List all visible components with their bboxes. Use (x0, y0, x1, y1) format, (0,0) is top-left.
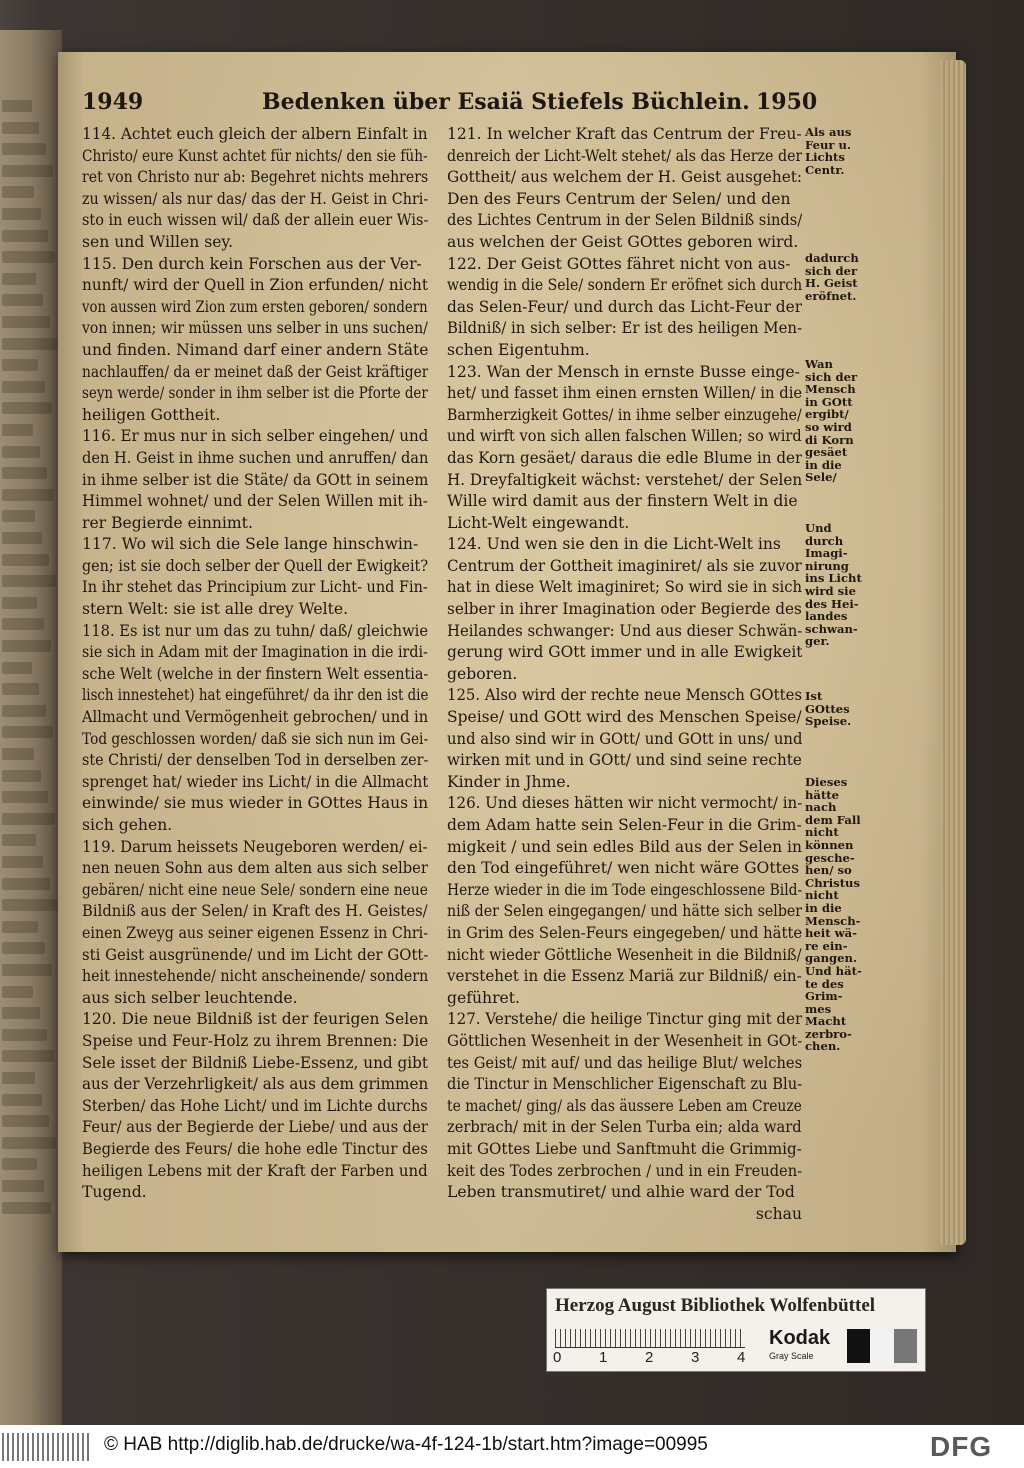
marginal-note-line: des Hei- (805, 596, 859, 611)
text-line: 118. Es ist nur um das zu tuhn/ daß/ gleichwie (82, 621, 428, 640)
marginal-note-line: chen. (805, 1039, 841, 1054)
marginal-note-line: dadurch (805, 251, 859, 265)
bleed-through-line (2, 338, 57, 350)
text-line: Allmacht und Vermögenheit gebrochen/ und in (82, 708, 428, 727)
text-line: Heilandes schwanger: Und aus dieser Schwän- (447, 621, 802, 640)
text-line: Himmel wohnet/ und der Selen Willen mit ih- (82, 492, 428, 511)
bleed-through-line (2, 1137, 56, 1149)
bleed-through-line (2, 359, 38, 371)
text-line: selber in ihrer Imagination oder Begierde des (447, 600, 802, 619)
text-line: des Lichtes Centrum in der Selen Bildniß sinds/ (447, 211, 802, 230)
bleed-through-line (2, 921, 38, 933)
bleed-through-line (2, 942, 45, 954)
bleed-through-line (2, 791, 48, 803)
scale-number: 4 (737, 1349, 746, 1366)
text-line: sti Geist ausgrünende/ und im Licht der GOtt- (82, 945, 428, 964)
text-line: Tugend. (82, 1183, 147, 1202)
bleed-through-line (2, 1007, 40, 1019)
marginal-note-line: dem Fall (805, 812, 861, 827)
text-line: aus der Verzehrligkeit/ als aus dem grimmen (82, 1075, 428, 1094)
marginal-note-line: nicht (805, 825, 839, 840)
text-line: geführet. (447, 988, 520, 1007)
bleed-through-line (2, 618, 44, 630)
text-line: und finden. Nimand darf einer andern Stäte (82, 340, 428, 359)
text-line: gen; ist sie doch selber der Quell der Ewigkeit? (82, 556, 428, 575)
marginal-note-line: mes (805, 1001, 832, 1016)
text-line: nunft/ wird der Quell in Zion erfunden/ nicht (82, 276, 428, 295)
bleed-through-line (2, 100, 32, 112)
bleed-through-line (2, 446, 40, 458)
marginal-note-line: hen/ so (805, 863, 852, 878)
page-number-right: 1950 (756, 89, 818, 115)
text-line: H. Dreyfaltigkeit wächst: verstehet/ der Selen (447, 470, 802, 489)
marginal-note-line: können (805, 837, 854, 852)
marginal-note (805, 776, 861, 1053)
marginal-note-line: sich der (805, 263, 858, 278)
library-name: Herzog August Bibliothek Wolfenbüttel (555, 1295, 876, 1316)
bleed-through-line (2, 230, 48, 242)
page-running-title: Bedenken über Esaiä Stiefels Büchlein. (262, 89, 750, 115)
bleed-through-line (2, 1094, 42, 1106)
marginal-note-line: zerbro- (805, 1026, 852, 1041)
text-line: den Tod eingeführet/ wen nicht wäre GOttes (447, 859, 800, 878)
text-line: geboren. (447, 664, 518, 683)
bleed-through-line (2, 1158, 37, 1170)
bleed-through-line (2, 186, 34, 198)
text-line: verstehet in die Essenz Mariä zur Bildniß/ ein- (447, 967, 802, 986)
bleed-through-line (2, 1029, 47, 1041)
text-line: tes Geist/ mit auf/ und das heilige Blut/ welches (447, 1053, 802, 1072)
text-line: Sele isset der Bildniß Liebe-Essenz, und gibt (82, 1053, 428, 1072)
text-line: 121. In welcher Kraft das Centrum der Freu- (447, 125, 802, 143)
marginal-note-line: Macht (805, 1014, 847, 1029)
bleed-through-line (2, 489, 54, 501)
scale-number: 1 (599, 1349, 608, 1366)
text-line: 114. Achtet euch gleich der albern Einfalt in (82, 125, 428, 143)
text-line: nicht wieder Göttliche Wesenheit in die Bildniß/ (447, 945, 802, 964)
kodak-logo: Kodak (769, 1327, 831, 1349)
text-line: Leben transmutiret/ und alhie ward der Tod (447, 1183, 795, 1202)
bleed-through-line (2, 294, 43, 306)
text-line: sen und Willen sey. (82, 232, 234, 251)
marginal-note-line: landes (805, 609, 848, 624)
marginal-note (805, 358, 861, 484)
marginal-note (805, 126, 861, 176)
marginal-note-line: te des (805, 976, 844, 991)
bleed-through-line (2, 1180, 44, 1192)
text-line: niß der Selen eingegangen/ und hätte sich selber (447, 902, 802, 921)
bleed-through-line (2, 143, 46, 155)
bleed-through-line (2, 878, 50, 890)
text-line: 120. Die neue Bildniß ist der feurigen Selen (82, 1010, 428, 1029)
text-line: 126. Und dieses hätten wir nicht vermocht/ in- (447, 794, 802, 813)
bleed-through-line (2, 705, 46, 717)
marginal-note-line: Imagi- (805, 546, 848, 561)
marginal-note-line: ins Licht (805, 571, 862, 586)
marginal-note-line: durch (805, 533, 844, 548)
bleed-through-line (2, 726, 53, 738)
text-line: 116. Er mus nur in sich selber eingehen/ und (82, 427, 428, 446)
bleed-through-line (2, 122, 39, 134)
marginal-note-line: ergibt/ (805, 407, 849, 422)
text-line: 122. Der Geist GOttes fähret nicht von aus- (447, 254, 791, 273)
text-line: zu wissen/ als nur das/ das der H. Geist in Chri- (82, 189, 428, 208)
ruler-scale (555, 1329, 745, 1348)
viewer-footer (0, 1425, 1024, 1468)
text-line: Centrum der Gottheit imaginiret/ als sie zuvor (447, 556, 802, 575)
bleed-through-line (2, 683, 39, 695)
text-line: einen Zweyg aus seiner eigenen Essenz in Chri- (82, 923, 428, 942)
text-line: migkeit / und sein edles Bild aus der Selen in (447, 837, 802, 856)
marginal-note-line: wird sie (805, 583, 856, 598)
text-line: Gottheit/ aus welchem der H. Geist ausgehet: (447, 168, 802, 187)
bleed-through-line (2, 424, 33, 436)
marginal-note-line: Wan (805, 357, 833, 371)
text-line: 127. Verstehe/ die heilige Tinctur ging mit der (447, 1010, 802, 1029)
marginal-note-line: Centr. (805, 162, 845, 177)
bleed-through-line (2, 597, 37, 609)
text-line: 117. Wo wil sich die Sele lange hinschwin- (82, 535, 419, 554)
marginal-note-line: Lichts (805, 150, 845, 165)
text-line: 125. Also wird der rechte neue Mensch GOttes (447, 686, 802, 705)
text-line: Den des Feurs Centrum der Selen/ und den (447, 189, 791, 208)
text-line: Göttlichen Wesenheit in der Wesenheit in GOt- (447, 1031, 802, 1050)
bleed-through-line (2, 640, 51, 652)
marginal-note-line: Ist (805, 689, 823, 703)
marginal-note-line: in die (805, 900, 842, 915)
marginal-note-line: Mensch (805, 382, 856, 397)
text-line: 123. Wan der Mensch in ernste Busse einge- (447, 362, 800, 381)
marginal-note-line: Als aus (805, 125, 852, 139)
gray-scale-patches (847, 1329, 917, 1363)
text-line: wendig in die Sele/ sondern Er eröfnet sich durch (447, 276, 802, 295)
bleed-through-line (2, 1072, 35, 1084)
bleed-through-line (2, 1050, 54, 1062)
text-line: Kinder in Jhme. (447, 772, 571, 791)
text-line: lisch innestehet) hat eingeführet/ da ihr den ist die (82, 686, 428, 705)
text-line: und wirft von sich allen falschen Willen; so wird (447, 427, 802, 446)
text-line: Herze wieder in die im Tode eingeschlossene Bild- (447, 880, 802, 899)
marginal-note-line: eröfnet. (805, 288, 857, 303)
text-line: het/ und fasset ihm einen ernsten Willen/ in die (447, 384, 802, 403)
text-line: den H. Geist in ihme suchen und anruffen/ dan (82, 448, 428, 467)
bleed-through-line (2, 510, 35, 522)
marginal-note-line: ger. (805, 634, 830, 649)
text-line: heit innestehende/ nicht anscheinende/ sondern (82, 967, 428, 986)
marginal-note (805, 690, 861, 728)
bleed-through-line (2, 575, 56, 587)
scale-number: 0 (553, 1349, 562, 1366)
bleed-through-line (2, 986, 33, 998)
text-line: keit des Todes zerbrochen / und in ein Freuden- (447, 1161, 802, 1180)
previous-page-edge (0, 30, 62, 1425)
marginal-note-line: nicht (805, 888, 839, 903)
library-color-card (546, 1288, 926, 1372)
text-line: dem Adam hatte sein Selen-Feur in die Grim- (447, 816, 802, 834)
marginal-note-line: Christus (805, 875, 861, 890)
text-line: von innen; wir müssen uns selber in uns suchen/ (82, 319, 428, 338)
marginal-note-line: Sele/ (805, 470, 837, 485)
text-line: schen Eigentuhm. (447, 340, 590, 359)
text-line: In ihr stehet das Principium zur Licht- und Fin- (82, 578, 428, 597)
text-line: seyn werde/ sonder in ihm selber ist die Pforte der (82, 384, 428, 403)
bleed-through-line (2, 856, 43, 868)
bleed-through-line (2, 251, 55, 263)
marginal-note-line: in GOtt (805, 394, 853, 409)
marginal-note-line: sich der (805, 369, 858, 384)
text-line: heiligen Lebens mit der Kraft der Farben und (82, 1161, 428, 1180)
text-line: 124. Und wen sie den in die Licht-Welt ins (447, 535, 781, 554)
marginal-note-line: di Korn (805, 432, 854, 447)
marginal-note (805, 522, 861, 648)
text-line: in Grim des Selen-Feurs eingegeben/ und hätte (447, 923, 802, 942)
bleed-through-line (2, 273, 36, 285)
gray-scale-label: Gray Scale (769, 1351, 814, 1361)
text-line: gerung wird GOtt immer und in alle Ewigkeit (447, 643, 802, 662)
bleed-through-line (2, 316, 50, 328)
marginal-note-line: Dieses (805, 775, 848, 789)
bleed-through-line (2, 770, 41, 782)
marginal-note-line: Und hät- (805, 963, 862, 978)
marginal-note-line: so wird (805, 419, 852, 434)
text-line: Feur/ aus der Begierde der Liebe/ und aus der (82, 1118, 428, 1137)
scale-number: 3 (691, 1349, 700, 1366)
text-line: Sterben/ das Hohe Licht/ und im Lichte durchs (82, 1096, 428, 1115)
scale-number: 2 (645, 1349, 654, 1366)
text-line: mit GOttes Liebe und Sanftmuht die Grimmig- (447, 1139, 802, 1158)
text-line: das Korn gesäet/ daraus die edle Blume in der (447, 448, 802, 467)
marginal-note-line: GOttes (805, 701, 850, 716)
text-line: sich gehen. (82, 816, 173, 834)
text-line: ret von Christo nur ab: Begehret nichts mehrers (82, 168, 428, 187)
text-line: zerbrach/ mit in der Selen Turba ein; alda ward (447, 1118, 802, 1137)
marginal-note-line: Und (805, 521, 832, 535)
marginal-note-line: Speise. (805, 714, 852, 729)
text-line: te machet/ ging/ als das äussere Leben am Creuze (447, 1096, 802, 1115)
text-line: Speise und Feur-Holz zu ihrem Brennen: Die (82, 1031, 428, 1050)
text-line: von aussen wird Zion zum ersten geboren/ sondern (82, 297, 428, 316)
marginal-note-line: Feur u. (805, 137, 852, 152)
text-line: Bildniß aus der Selen/ in Kraft des H. Geistes/ (82, 902, 428, 921)
barcode-icon (2, 1433, 92, 1461)
text-line: Barmherzigkeit Gottes/ in ihme selber einzugehe/ (447, 405, 802, 424)
text-line: und also sind wir in GOtt/ und GOtt in uns/ und (447, 729, 802, 748)
marginal-note-line: re ein- (805, 938, 848, 953)
text-line: das Selen-Feur/ und durch das Licht-Feur der (447, 297, 802, 316)
marginal-note-line: schwan- (805, 621, 858, 636)
marginal-note-line: hätte (805, 787, 840, 802)
text-line: 119. Darum heissets Neugeboren werden/ ei- (82, 837, 428, 856)
text-line: Bildniß/ in sich selber: Er ist des heiligen Men- (447, 319, 802, 338)
bleed-through-line (2, 381, 45, 393)
text-line: Tod geschlossen worden/ daß sie sich nun im Gei- (82, 729, 428, 748)
marginal-note-line: H. Geist (805, 276, 858, 291)
text-line: ste Christi/ der denselben Tod in derselben zer- (82, 751, 428, 770)
bleed-through-line (2, 467, 47, 479)
page-stack-edge (940, 60, 966, 1245)
text-line: sie sich in Adam mit der Imagination in die irdi- (82, 643, 428, 662)
bleed-through-line (2, 1202, 51, 1214)
text-line: rer Begierde einnimt. (82, 513, 253, 532)
marginal-note-line: gangen. (805, 951, 857, 966)
bleed-through-line (2, 748, 34, 760)
marginal-note-line: gesäet (805, 445, 848, 460)
marginal-note-line: in die (805, 457, 842, 472)
bleed-through-line (2, 813, 55, 825)
bleed-through-line (2, 532, 42, 544)
text-line: die Tinctur in Menschlicher Eigenschaft zu Blu- (447, 1075, 802, 1094)
page-number-left: 1949 (82, 89, 144, 115)
text-line: sto in euch wissen wil/ daß der allein euer Wis- (82, 211, 428, 230)
left-text-column (82, 124, 428, 1204)
text-line: Begierde des Feurs/ die hohe edle Tinctur des (82, 1139, 428, 1158)
text-line: 115. Den durch kein Forschen aus der Ver- (82, 254, 422, 273)
text-line: sprenget hat/ wieder ins Licht/ in die Allmacht (82, 772, 428, 791)
marginal-note-line: gesche- (805, 850, 855, 865)
copyright-link[interactable]: © HAB http://diglib.hab.de/drucke/wa-4f-124-1b/start.htm?image=00995 (104, 1434, 708, 1455)
text-line: wirken mit und in GOtt/ und sind seine rechte (447, 751, 802, 770)
text-line: einwinde/ sie mus wieder in GOttes Haus in (82, 794, 428, 813)
bleed-through-line (2, 402, 52, 414)
marginal-note-line: nirung (805, 558, 849, 573)
text-line: denreich der Licht-Welt stehet/ als das Herze der (447, 146, 802, 165)
text-line: Speise/ und GOtt wird des Menschen Speise/ (447, 708, 802, 727)
bleed-through-line (2, 165, 53, 177)
bleed-through-line (2, 964, 52, 976)
text-line: stern Welt: sie ist alle drey Welte. (82, 600, 349, 619)
text-line: gebären/ nicht eine neue Sele/ sondern eine neue (82, 880, 428, 899)
marginal-note-line: nach (805, 800, 837, 815)
text-line: nen neuen Sohn aus dem alten aus sich selber (82, 859, 428, 878)
bleed-through-line (2, 208, 41, 220)
text-line: Wille wird damit aus der finstern Welt in die (447, 492, 798, 511)
text-line: aus welchen der Geist GOttes geboren wird. (447, 232, 799, 251)
text-line: nachlauffen/ da er meinet daß der Geist kräftiger (82, 362, 428, 381)
bleed-through-line (2, 554, 49, 566)
bleed-through-line (2, 899, 57, 911)
bleed-through-line (2, 834, 36, 846)
text-line: heiligen Gottheit. (82, 405, 221, 424)
marginal-note-line: Mensch- (805, 913, 861, 928)
text-line: hat in diese Welt imaginiret; So wird sie in sich (447, 578, 802, 597)
dfg-logo: DFG (930, 1431, 993, 1462)
right-text-column (447, 124, 802, 1225)
marginal-note-line: Grim- (805, 989, 843, 1004)
text-line: in ihme selber ist die Stäte/ da GOtt in seinem (82, 470, 428, 489)
text-line: Christo/ eure Kunst achtet für nichts/ den sie füh- (82, 146, 428, 165)
text-line: Licht-Welt eingewandt. (447, 513, 630, 532)
marginal-note (805, 252, 861, 302)
marginal-note-line: heit wä- (805, 926, 857, 941)
bleed-through-line (2, 662, 32, 674)
text-line: sche Welt (welche in der finstern Welt essentia- (82, 664, 428, 683)
bleed-through-line (2, 1115, 49, 1127)
catchword: schau (755, 1204, 802, 1223)
text-line: aus sich selber leuchtende. (82, 988, 298, 1007)
